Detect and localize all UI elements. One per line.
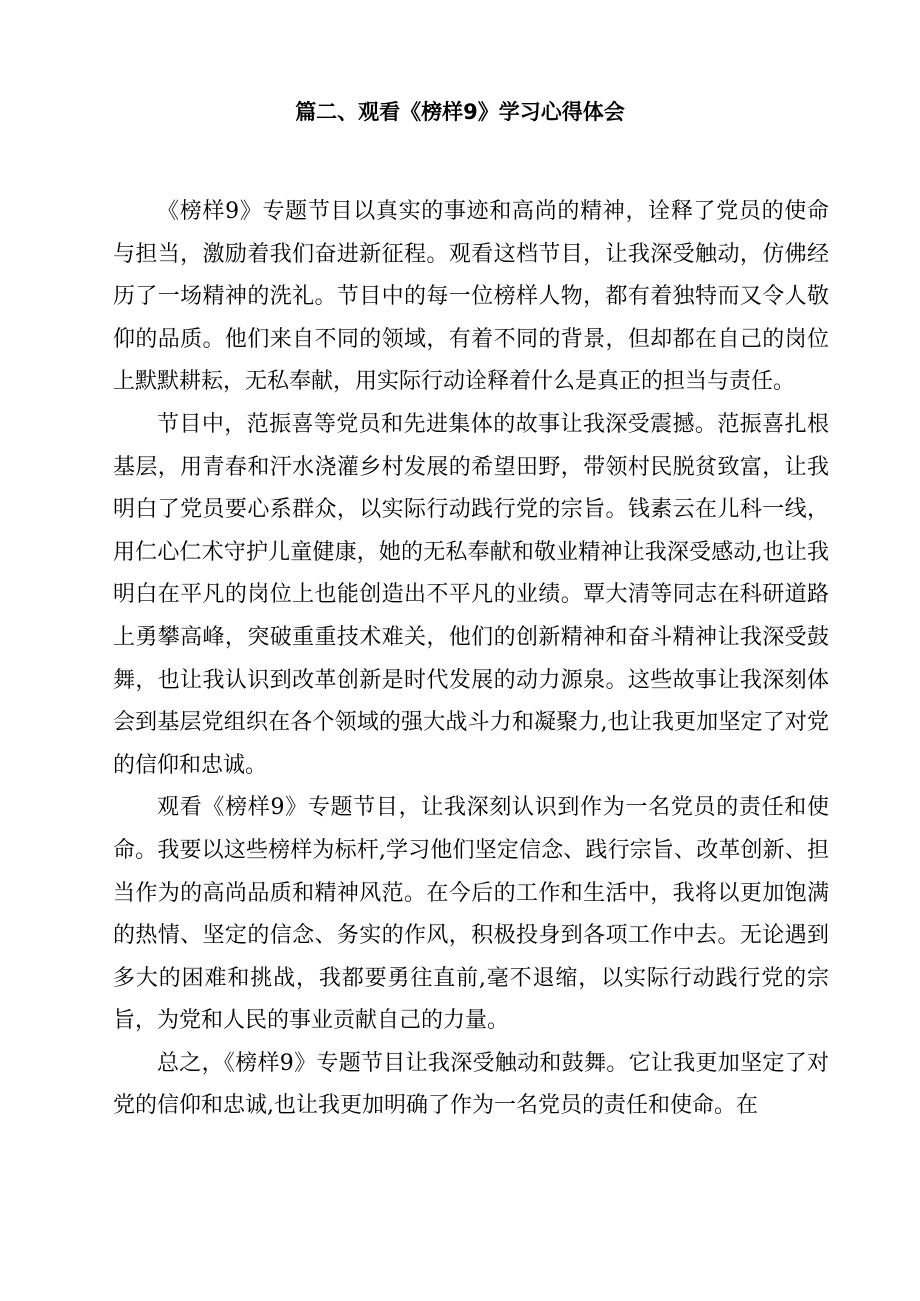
document-body <box>113 191 829 1128</box>
paragraph-4: 总之，《榜样9》专题节目让我深受触动和鼓舞。它让我更加坚定了对党的信仰和忠诚,也让我更加明确了作为一名党员的责任和使命。在 <box>113 1050 829 1119</box>
paragraph-1: 《榜样9》专题节目以真实的事迹和高尚的精神，诠释了党员的使命与担当，激励着我们奋进新征程。观看这档节目，让我深受触动，仿佛经历了一场精神的洗礼。节目中的每一位榜样人物，都有着独特而又令人敬仰的品质。他们来自不同的领域，有着不同的背景，但却都在自己的岗位上默默耕耘，无私奉献，用实际行动诠释着什么是真正的担当与责任。 <box>113 199 829 395</box>
document-title: 篇二、观看《榜样9》学习心得体会 <box>295 100 625 124</box>
paragraph-2: 节目中，范振喜等党员和先进集体的故事让我深受震撼。范振喜扎根基层，用青春和汗水浇灌乡村发展的希望田野，带领村民脱贫致富，让我明白了党员要心系群众，以实际行动践行党的宗旨。钱素云在儿科一线，用仁心仁术守护儿童健康，她的无私奉献和敬业精神让我深受感动,也让我明白在平凡的岗位上也能创造出不平凡的业绩。覃大清等同志在科研道路上勇攀高峰，突破重重技术难关，他们的创新精神和奋斗精神让我深受鼓舞，也让我认识到改革创新是时代发展的动力源泉。这些故事让我深刻体会到基层党组织在各个领域的强大战斗力和凝聚力,也让我更加坚定了对党的信仰和忠诚。 <box>113 411 829 778</box>
paragraph-3: 观看《榜样9》专题节目，让我深刻认识到作为一名党员的责任和使命。我要以这些榜样为标杆,学习他们坚定信念、践行宗旨、改革创新、担当作为的高尚品质和精神风范。在今后的工作和生活中，我将以更加饱满的热情、坚定的信念、务实的作风，积极投身到各项工作中去。无论遇到多大的困难和挑战，我都要勇往直前,毫不退缩，以实际行动践行党的宗旨，为党和人民的事业贡献自己的力量。 <box>113 795 829 1034</box>
